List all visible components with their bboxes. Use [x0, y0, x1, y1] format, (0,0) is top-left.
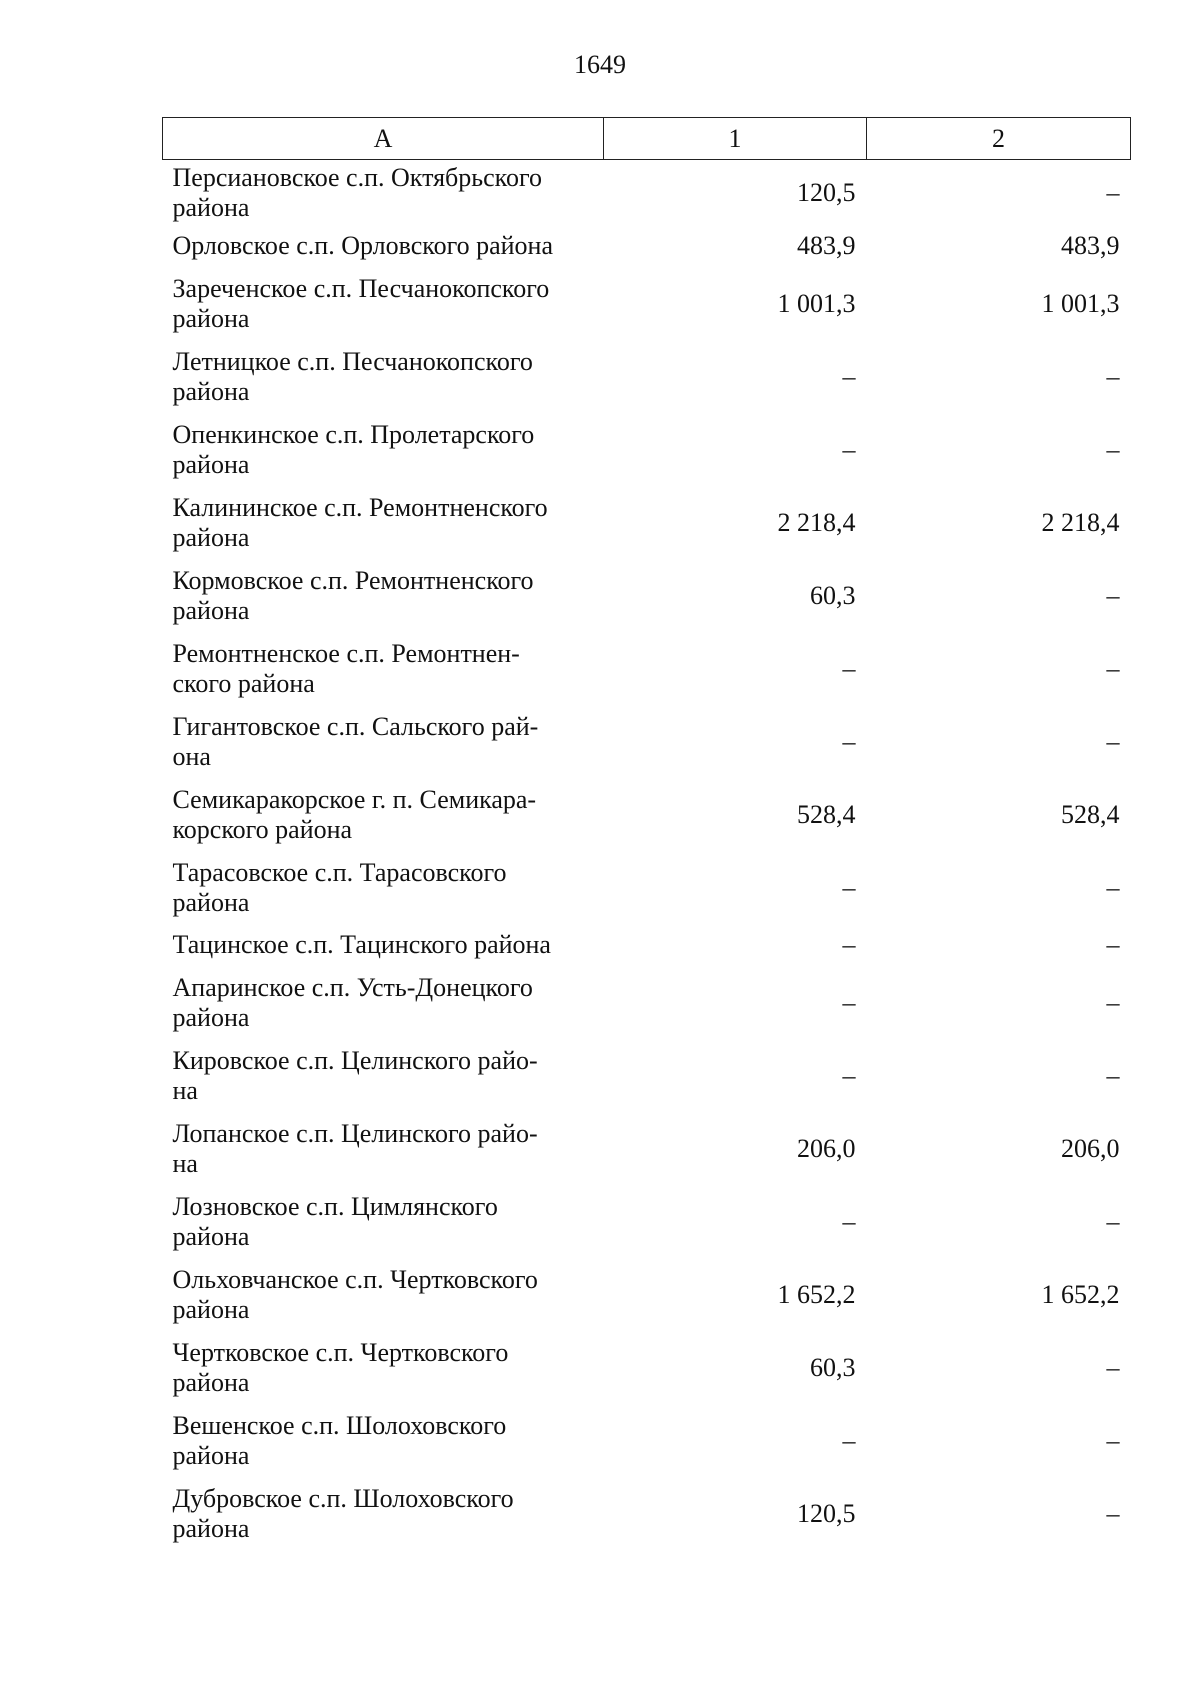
- table-row: [163, 1112, 1131, 1185]
- table-row: [163, 632, 1131, 705]
- row-value-col1: 2 218,4: [777, 507, 856, 537]
- row-name-cell: [163, 413, 604, 486]
- row-value-col2: –: [1106, 726, 1120, 756]
- row-value-col2: –: [1106, 930, 1120, 959]
- row-value-col1: 206,0: [797, 1133, 856, 1163]
- row-name-line: Тарасовское с.п. Тарасовского: [172, 857, 507, 887]
- row-value-col1: 120,5: [797, 1498, 856, 1528]
- table-row: [163, 851, 1131, 924]
- row-name-line: Калининское с.п. Ремонтненского: [172, 492, 548, 522]
- row-name-line: района: [172, 303, 250, 333]
- row-name-cell: [163, 851, 604, 924]
- row-name-line: района: [172, 1002, 250, 1032]
- row-value-col2: 1 652,2: [1041, 1279, 1120, 1309]
- row-value-col2: –: [1106, 361, 1120, 391]
- table-row: [163, 1258, 1131, 1331]
- row-value-col1: 60,3: [810, 580, 856, 610]
- table-row: [163, 1404, 1131, 1477]
- row-value-col1: 528,4: [797, 799, 856, 829]
- row-name-line: района: [172, 595, 250, 625]
- row-value-col1: –: [842, 872, 856, 902]
- row-value-col1: 483,9: [797, 231, 856, 260]
- table-row: [163, 225, 1131, 267]
- row-name-line: Дубровское с.п. Шолоховского: [172, 1483, 514, 1513]
- row-value-col2: –: [1106, 177, 1120, 207]
- table-row: [163, 559, 1131, 632]
- row-name-line: она: [172, 741, 211, 771]
- row-value-col2: –: [1106, 872, 1120, 902]
- row-name-cell: [163, 924, 604, 966]
- row-name-cell: [163, 267, 604, 340]
- row-value-col1: –: [842, 653, 856, 683]
- row-name-cell: [163, 1331, 604, 1404]
- row-name-line: района: [172, 449, 250, 479]
- row-name-line: Вешенское с.п. Шолоховского: [172, 1410, 507, 1440]
- row-value-col2: –: [1106, 987, 1120, 1017]
- table-body: [163, 160, 1131, 1551]
- row-value-col2: –: [1106, 580, 1120, 610]
- row-name-cell: [163, 340, 604, 413]
- row-value-col2: 483,9: [1061, 231, 1120, 260]
- data-table: [162, 117, 1131, 1550]
- row-name-cell: [163, 486, 604, 559]
- row-value-col1: –: [842, 361, 856, 391]
- row-name-cell: [163, 778, 604, 851]
- table-row: [163, 1477, 1131, 1550]
- header-cell-1: 1: [604, 118, 867, 160]
- table-row: [163, 966, 1131, 1039]
- row-name-line: Ремонтненское с.п. Ремонтнен-: [172, 638, 520, 668]
- row-name-line: Зареченское с.п. Песчанокопского: [172, 273, 550, 303]
- row-value-col2: –: [1106, 1498, 1120, 1528]
- table-row: [163, 1185, 1131, 1258]
- row-value-col1: –: [842, 930, 856, 959]
- table-row: [163, 705, 1131, 778]
- page-number: 1649: [574, 50, 626, 79]
- row-name-line: ского района: [172, 668, 315, 698]
- row-name-line: Ольховчанское с.п. Чертковского: [172, 1264, 538, 1294]
- header-cell-a: А: [163, 118, 604, 160]
- row-value-col2: 528,4: [1061, 799, 1120, 829]
- row-name-line: на: [172, 1148, 198, 1178]
- row-value-col2: 1 001,3: [1041, 288, 1120, 318]
- row-name-line: Гигантовское с.п. Сальского рай-: [172, 711, 539, 741]
- row-value-col1: –: [842, 726, 856, 756]
- table-row: [163, 413, 1131, 486]
- row-name-line: района: [172, 1221, 250, 1251]
- row-name-line: района: [172, 887, 250, 917]
- table-row: [163, 1331, 1131, 1404]
- row-value-col1: 60,3: [810, 1352, 856, 1382]
- row-value-col2: –: [1106, 1060, 1120, 1090]
- row-name-cell: [163, 1112, 604, 1185]
- row-value-col2: 206,0: [1061, 1133, 1120, 1163]
- row-name-line: Кормовское с.п. Ремонтненского: [172, 565, 534, 595]
- row-name-cell: [163, 632, 604, 705]
- row-name-cell: [163, 1258, 604, 1331]
- row-name-line: Персиановское с.п. Октябрьского: [172, 162, 543, 192]
- row-name-line: Семикаракорское г. п. Семикара-: [172, 784, 537, 814]
- row-name-cell: [163, 559, 604, 632]
- row-value-col2: 2 218,4: [1041, 507, 1120, 537]
- row-value-col1: 1 652,2: [777, 1279, 856, 1309]
- row-value-col2: –: [1106, 1206, 1120, 1236]
- row-name-line: района: [172, 376, 250, 406]
- row-name-line: района: [172, 192, 250, 222]
- header-cell-2: 2: [867, 118, 1131, 160]
- row-name-line: района: [172, 1513, 250, 1543]
- row-value-col1: –: [842, 1425, 856, 1455]
- table-row: [163, 924, 1131, 966]
- row-name-line: Лозновское с.п. Цимлянского: [172, 1191, 498, 1221]
- row-name-line: Летницкое с.п. Песчанокопского: [172, 346, 533, 376]
- row-value-col1: –: [842, 987, 856, 1017]
- row-name-line: района: [172, 1294, 250, 1324]
- row-name-line: Орловское с.п. Орловского района: [172, 231, 554, 260]
- table-header: [163, 118, 1131, 160]
- row-name-cell: [163, 1477, 604, 1550]
- table-row: [163, 267, 1131, 340]
- row-name-line: района: [172, 522, 250, 552]
- table-row: [163, 778, 1131, 851]
- table-row: [163, 486, 1131, 559]
- row-value-col1: –: [842, 1206, 856, 1236]
- row-name-line: Апаринское с.п. Усть-Донецкого: [172, 972, 533, 1002]
- row-name-cell: [163, 160, 604, 226]
- row-name-line: на: [172, 1075, 198, 1105]
- row-name-line: Кировское с.п. Целинского райо-: [172, 1045, 538, 1075]
- row-value-col1: 120,5: [797, 177, 856, 207]
- row-value-col2: –: [1106, 1352, 1120, 1382]
- row-name-cell: [163, 966, 604, 1039]
- row-name-cell: [163, 705, 604, 778]
- table-row: [163, 340, 1131, 413]
- table-row: [163, 160, 1131, 226]
- row-name-cell: [163, 1039, 604, 1112]
- row-name-line: района: [172, 1440, 250, 1470]
- table-row: [163, 1039, 1131, 1112]
- row-value-col2: –: [1106, 434, 1120, 464]
- row-value-col1: –: [842, 434, 856, 464]
- row-name-line: Лопанское с.п. Целинского райо-: [172, 1118, 538, 1148]
- row-name-line: Опенкинское с.п. Пролетарского: [172, 419, 535, 449]
- header-row: [163, 118, 1131, 160]
- row-name-line: Тацинское с.п. Тацинского района: [172, 930, 551, 959]
- row-value-col1: 1 001,3: [777, 288, 856, 318]
- row-value-col2: –: [1106, 653, 1120, 683]
- row-value-col2: –: [1106, 1425, 1120, 1455]
- row-name-cell: [163, 225, 604, 267]
- row-name-line: корского района: [172, 814, 353, 844]
- row-name-line: района: [172, 1367, 250, 1397]
- row-name-line: Чертковское с.п. Чертковского: [172, 1337, 509, 1367]
- row-name-cell: [163, 1185, 604, 1258]
- row-value-col1: –: [842, 1060, 856, 1090]
- row-name-cell: [163, 1404, 604, 1477]
